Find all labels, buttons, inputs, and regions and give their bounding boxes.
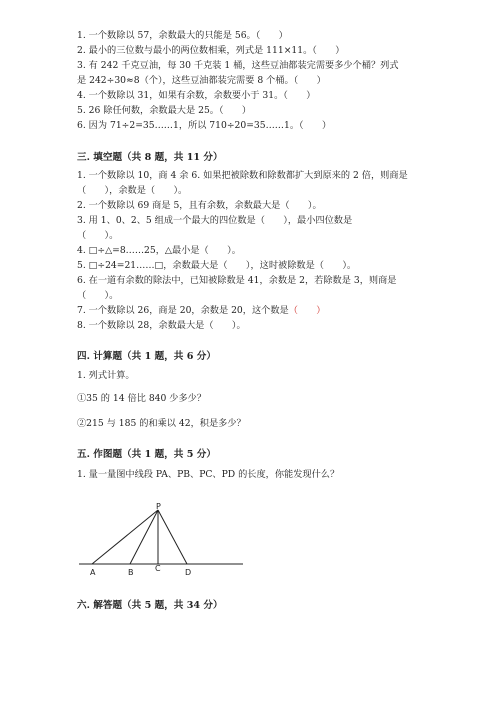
label-d: D — [185, 568, 192, 577]
judge-item-5: 5. 26 除任何数，余数最大是 25。（ ） — [77, 105, 252, 116]
judge-item-3: 3. 有 242 千克豆油，每 30 千克装 1 桶，这些豆油都装完需要多少个桶？列式 — [77, 60, 399, 71]
judge-item-4: 4. 一个数除以 31，如果有余数，余数要小于 31。（ ） — [77, 90, 316, 101]
fill-item-5: 5. □÷24=21……□，余数最大是（ ），这时被除数是（ ）。 — [77, 260, 357, 271]
fill-item-7-blank: （ ） — [288, 305, 326, 316]
fill-item-6-cont: （ ）。 — [77, 290, 119, 301]
segment-pa — [92, 510, 158, 564]
label-p: P — [156, 502, 161, 511]
draw-section-heading: 五. 作图题（共 1 题，共 5 分） — [77, 449, 216, 460]
segment-pb — [130, 510, 158, 564]
label-c: C — [155, 564, 161, 573]
fill-item-8: 8. 一个数除以 28，余数最大是（ ）。 — [77, 320, 246, 331]
fill-item-4: 4. □÷△=8……25，△最小是（ ）。 — [77, 245, 241, 256]
fill-item-3-cont: （ ）。 — [77, 230, 119, 241]
fill-item-3: 3. 用 1、0、2、5 组成一个最大的四位数是（ ），最小四位数是 — [77, 215, 353, 226]
answer-section-heading: 六. 解答题（共 5 题，共 34 分） — [77, 600, 223, 611]
label-a: A — [90, 568, 96, 577]
judge-item-2: 2. 最小的三位数与最小的两位数相乘，列式是 111×11。（ ） — [77, 45, 345, 56]
fill-item-6: 6. 在一道有余数的除法中，已知被除数是 41，余数是 2，若除数是 3，则商是 — [77, 275, 397, 286]
fill-item-7-text: 7. 一个数除以 26，商是 20，余数是 20，这个数是 — [77, 305, 289, 316]
fill-item-2: 2. 一个数除以 69 商是 5，且有余数，余数最大是（ ）。 — [77, 200, 322, 211]
segment-pd — [158, 510, 187, 564]
calc-question-2: ②215 与 185 的和乘以 42，积是多少？ — [77, 418, 246, 429]
judge-item-3-cont: 是 242÷30≈8（个），这些豆油都装完需要 8 个桶。（ ） — [77, 75, 326, 86]
judge-item-1: 1. 一个数除以 57，余数最大的只能是 56。（ ） — [77, 30, 288, 41]
calc-question-1: ①35 的 14 倍比 840 少多少？ — [77, 393, 207, 404]
fill-item-1: 1. 一个数除以 10，商 4 余 6. 如果把被除数和除数都扩大到原来的 2 倍，则商是 — [77, 170, 408, 181]
draw-question: 1. 量一量图中线段 PA、PB、PC、PD 的长度，你能发现什么？ — [77, 469, 340, 480]
fill-section-heading: 三. 填空题（共 8 题，共 11 分） — [77, 152, 223, 163]
label-b: B — [128, 568, 134, 577]
judge-item-6: 6. 因为 71÷2=35……1，所以 710÷20=35……1。（ ） — [77, 120, 332, 131]
calc-section-heading: 四. 计算题（共 1 题，共 6 分） — [77, 351, 216, 362]
calc-intro: 1. 列式计算。 — [77, 370, 135, 381]
fill-item-1-cont: （ ），余数是（ ）。 — [77, 185, 188, 196]
